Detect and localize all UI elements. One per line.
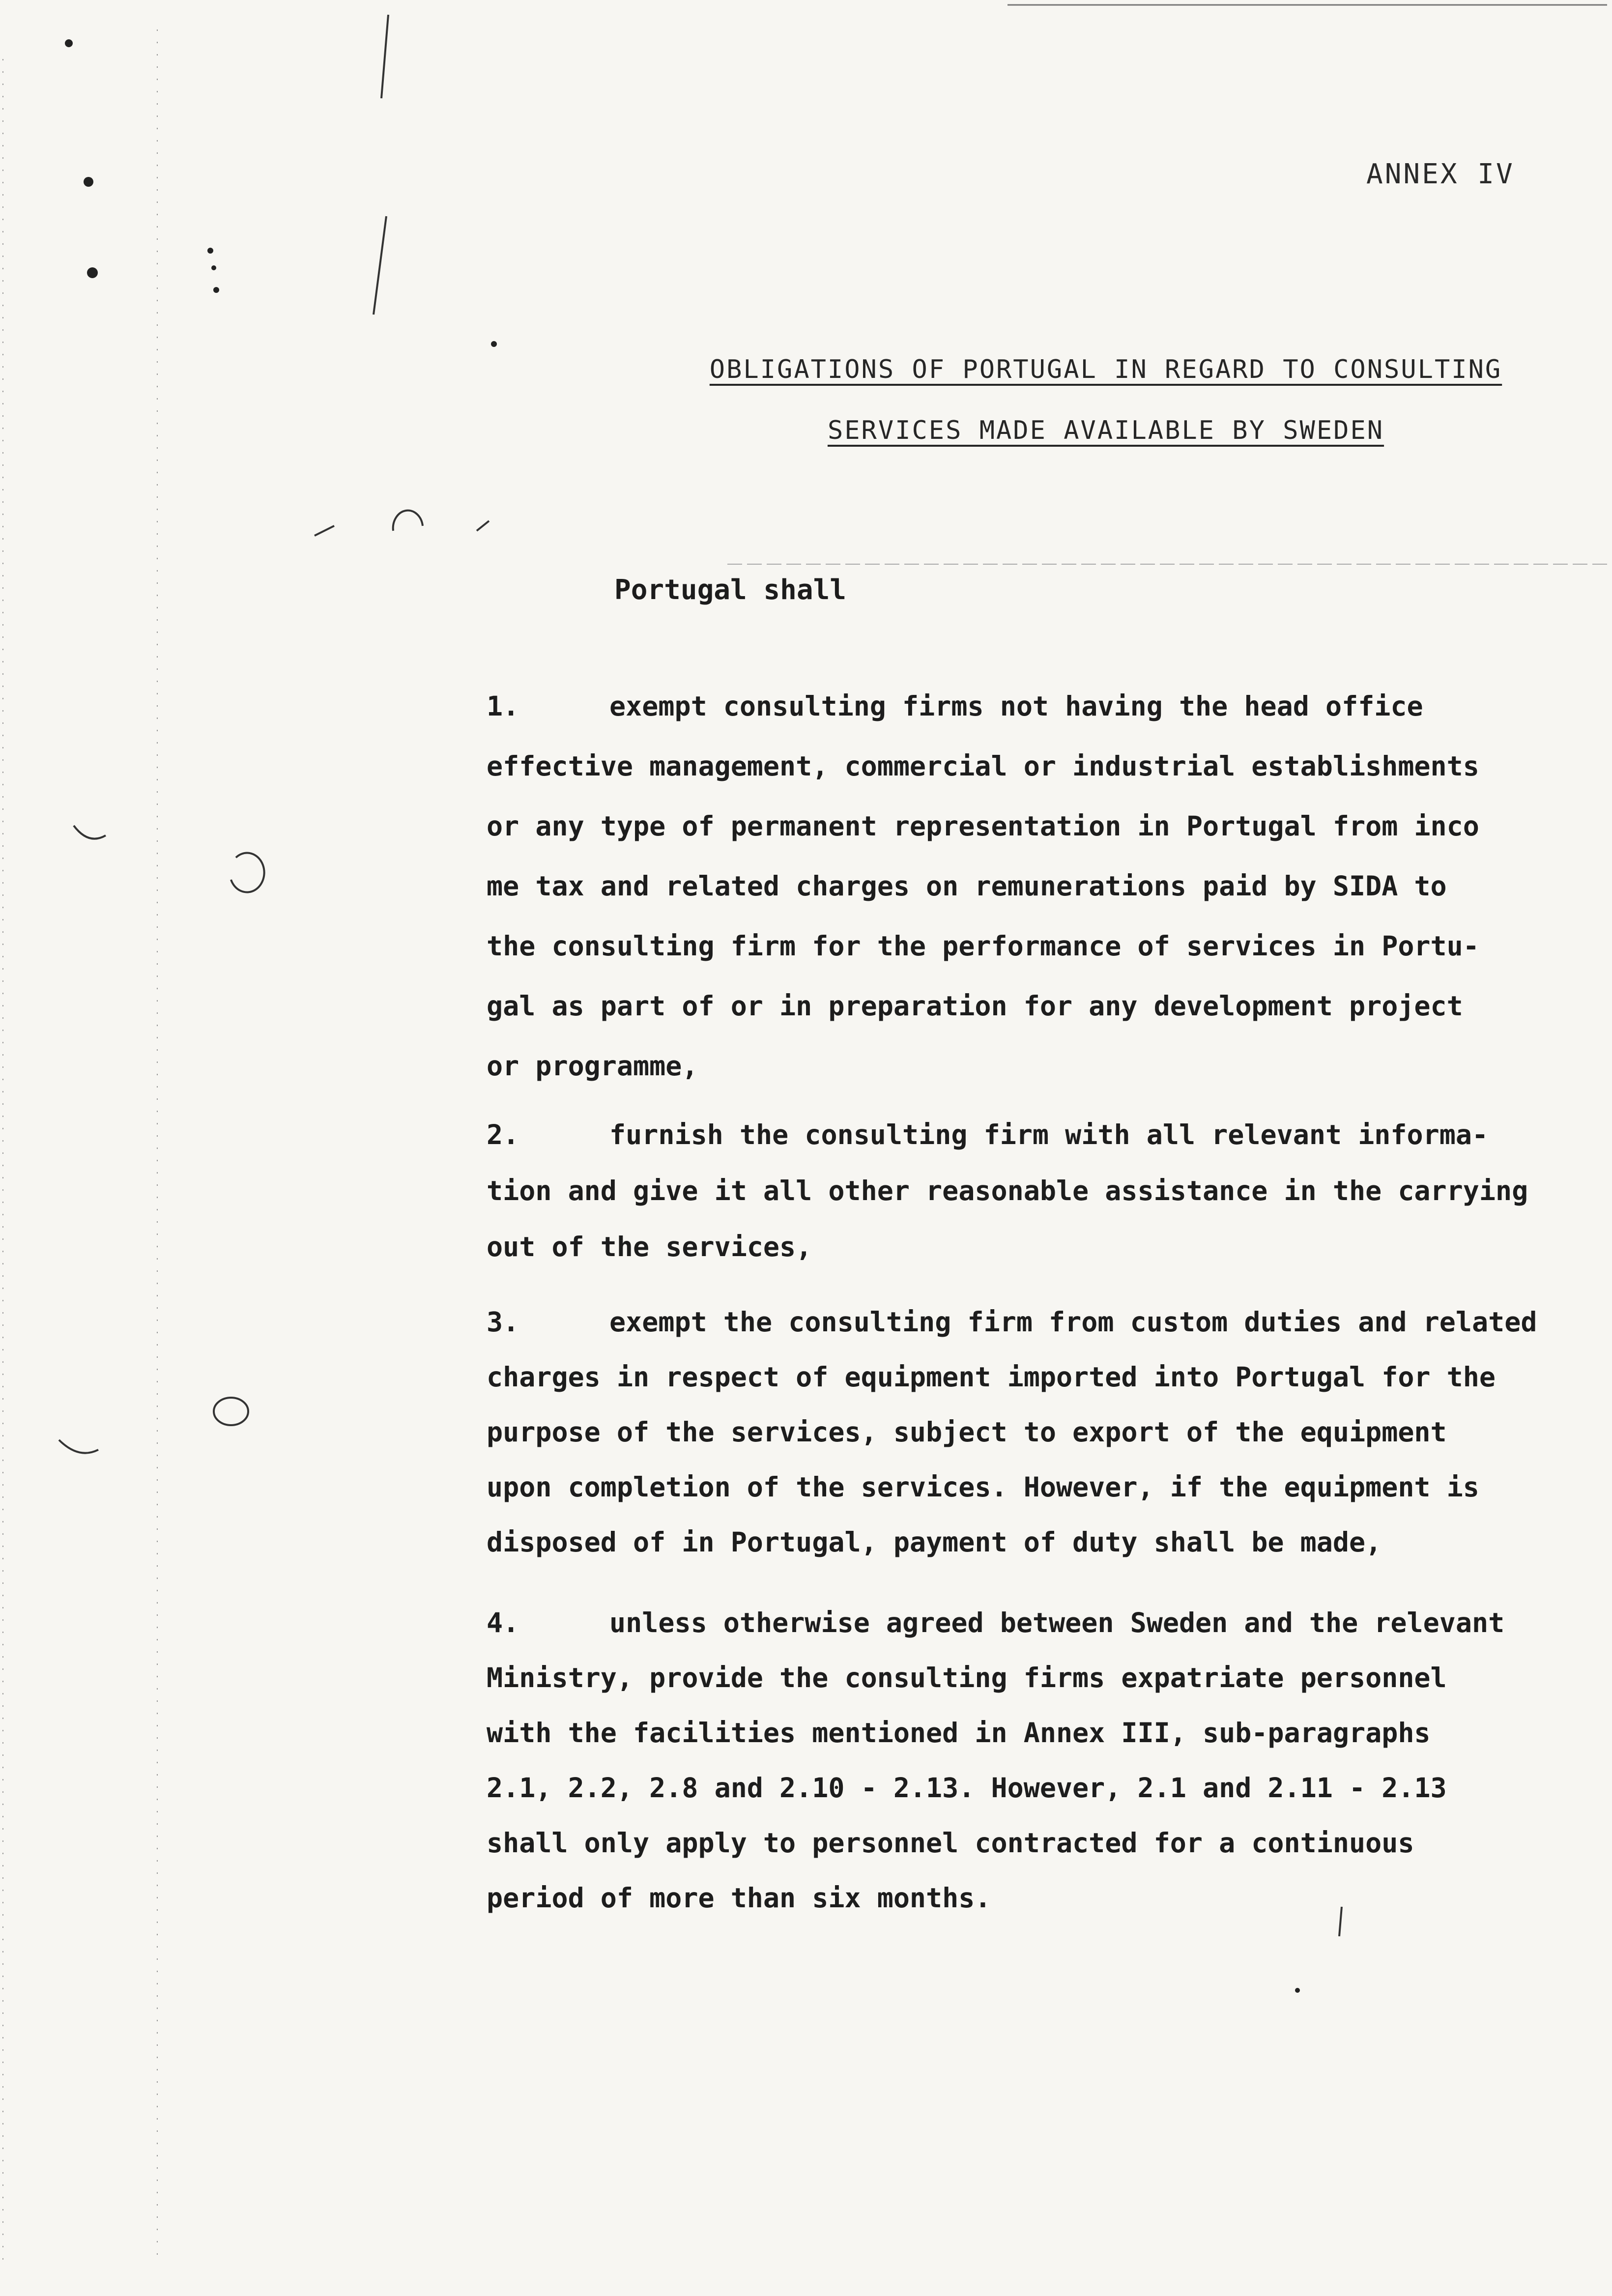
paragraph-line: [487, 676, 1597, 736]
paragraph-number: 2.: [487, 1119, 519, 1150]
paragraph-number: 3.: [487, 1306, 519, 1338]
paragraph-1: [487, 676, 1597, 1096]
paragraph-text: furnish the consulting firm with all relevant informa-: [609, 1119, 1489, 1150]
paragraph-line: [487, 1595, 1597, 1650]
intro-text: Portugal shall: [614, 574, 847, 606]
paragraph-line: gal as part of or in preparation for any development project: [487, 990, 1463, 1022]
paragraph-text: unless otherwise agreed between Sweden and the relevant: [609, 1607, 1505, 1638]
paragraph-line: 2.1, 2.2, 2.8 and 2.10 - 2.13. However, 2.1 and 2.11 - 2.13: [487, 1772, 1447, 1804]
paragraph-line: tion and give it all other reasonable assistance in the carrying: [487, 1175, 1528, 1206]
annex-label: ANNEX IV: [1366, 158, 1515, 190]
document-title-line-1: OBLIGATIONS OF PORTUGAL IN REGARD TO CONSULTING: [709, 355, 1502, 384]
paragraph-line: charges in respect of equipment imported into Portugal for the: [487, 1361, 1496, 1393]
paragraph-3: [487, 1294, 1597, 1570]
paragraph-line: shall only apply to personnel contracted for a continuous: [487, 1827, 1414, 1859]
paragraph-line: effective management, commercial or industrial establishments: [487, 750, 1479, 782]
paragraph-line: disposed of in Portugal, payment of duty shall be made,: [487, 1526, 1382, 1558]
paragraph-line: me tax and related charges on remunerations paid by SIDA to: [487, 870, 1447, 902]
paragraph-number: 1.: [487, 690, 519, 722]
document-title-line-2: SERVICES MADE AVAILABLE BY SWEDEN: [827, 416, 1384, 445]
paragraph-line: [487, 1107, 1597, 1163]
paragraph-line: purpose of the services, subject to export of the equipment: [487, 1416, 1447, 1448]
paragraph-line: period of more than six months.: [487, 1882, 991, 1914]
paragraph-text: exempt the consulting firm from custom duties and related: [609, 1306, 1537, 1338]
paragraph-line: out of the services,: [487, 1231, 812, 1263]
paragraph-2: [487, 1107, 1597, 1275]
paragraph-line: Ministry, provide the consulting firms expatriate personnel: [487, 1662, 1447, 1693]
paragraph-text: exempt consulting firms not having the head office: [609, 690, 1423, 722]
paragraph-line: upon completion of the services. However, if the equipment is: [487, 1471, 1479, 1503]
paragraph-4: [487, 1595, 1597, 1925]
paragraph-line: the consulting firm for the performance of services in Portu-: [487, 930, 1479, 962]
paragraph-line: or programme,: [487, 1050, 698, 1082]
paragraph-number: 4.: [487, 1607, 519, 1638]
paragraph-line: [487, 1294, 1597, 1349]
paragraph-line: or any type of permanent representation in Portugal from inco: [487, 810, 1479, 842]
paragraph-line: with the facilities mentioned in Annex III, sub-paragraphs: [487, 1717, 1431, 1749]
